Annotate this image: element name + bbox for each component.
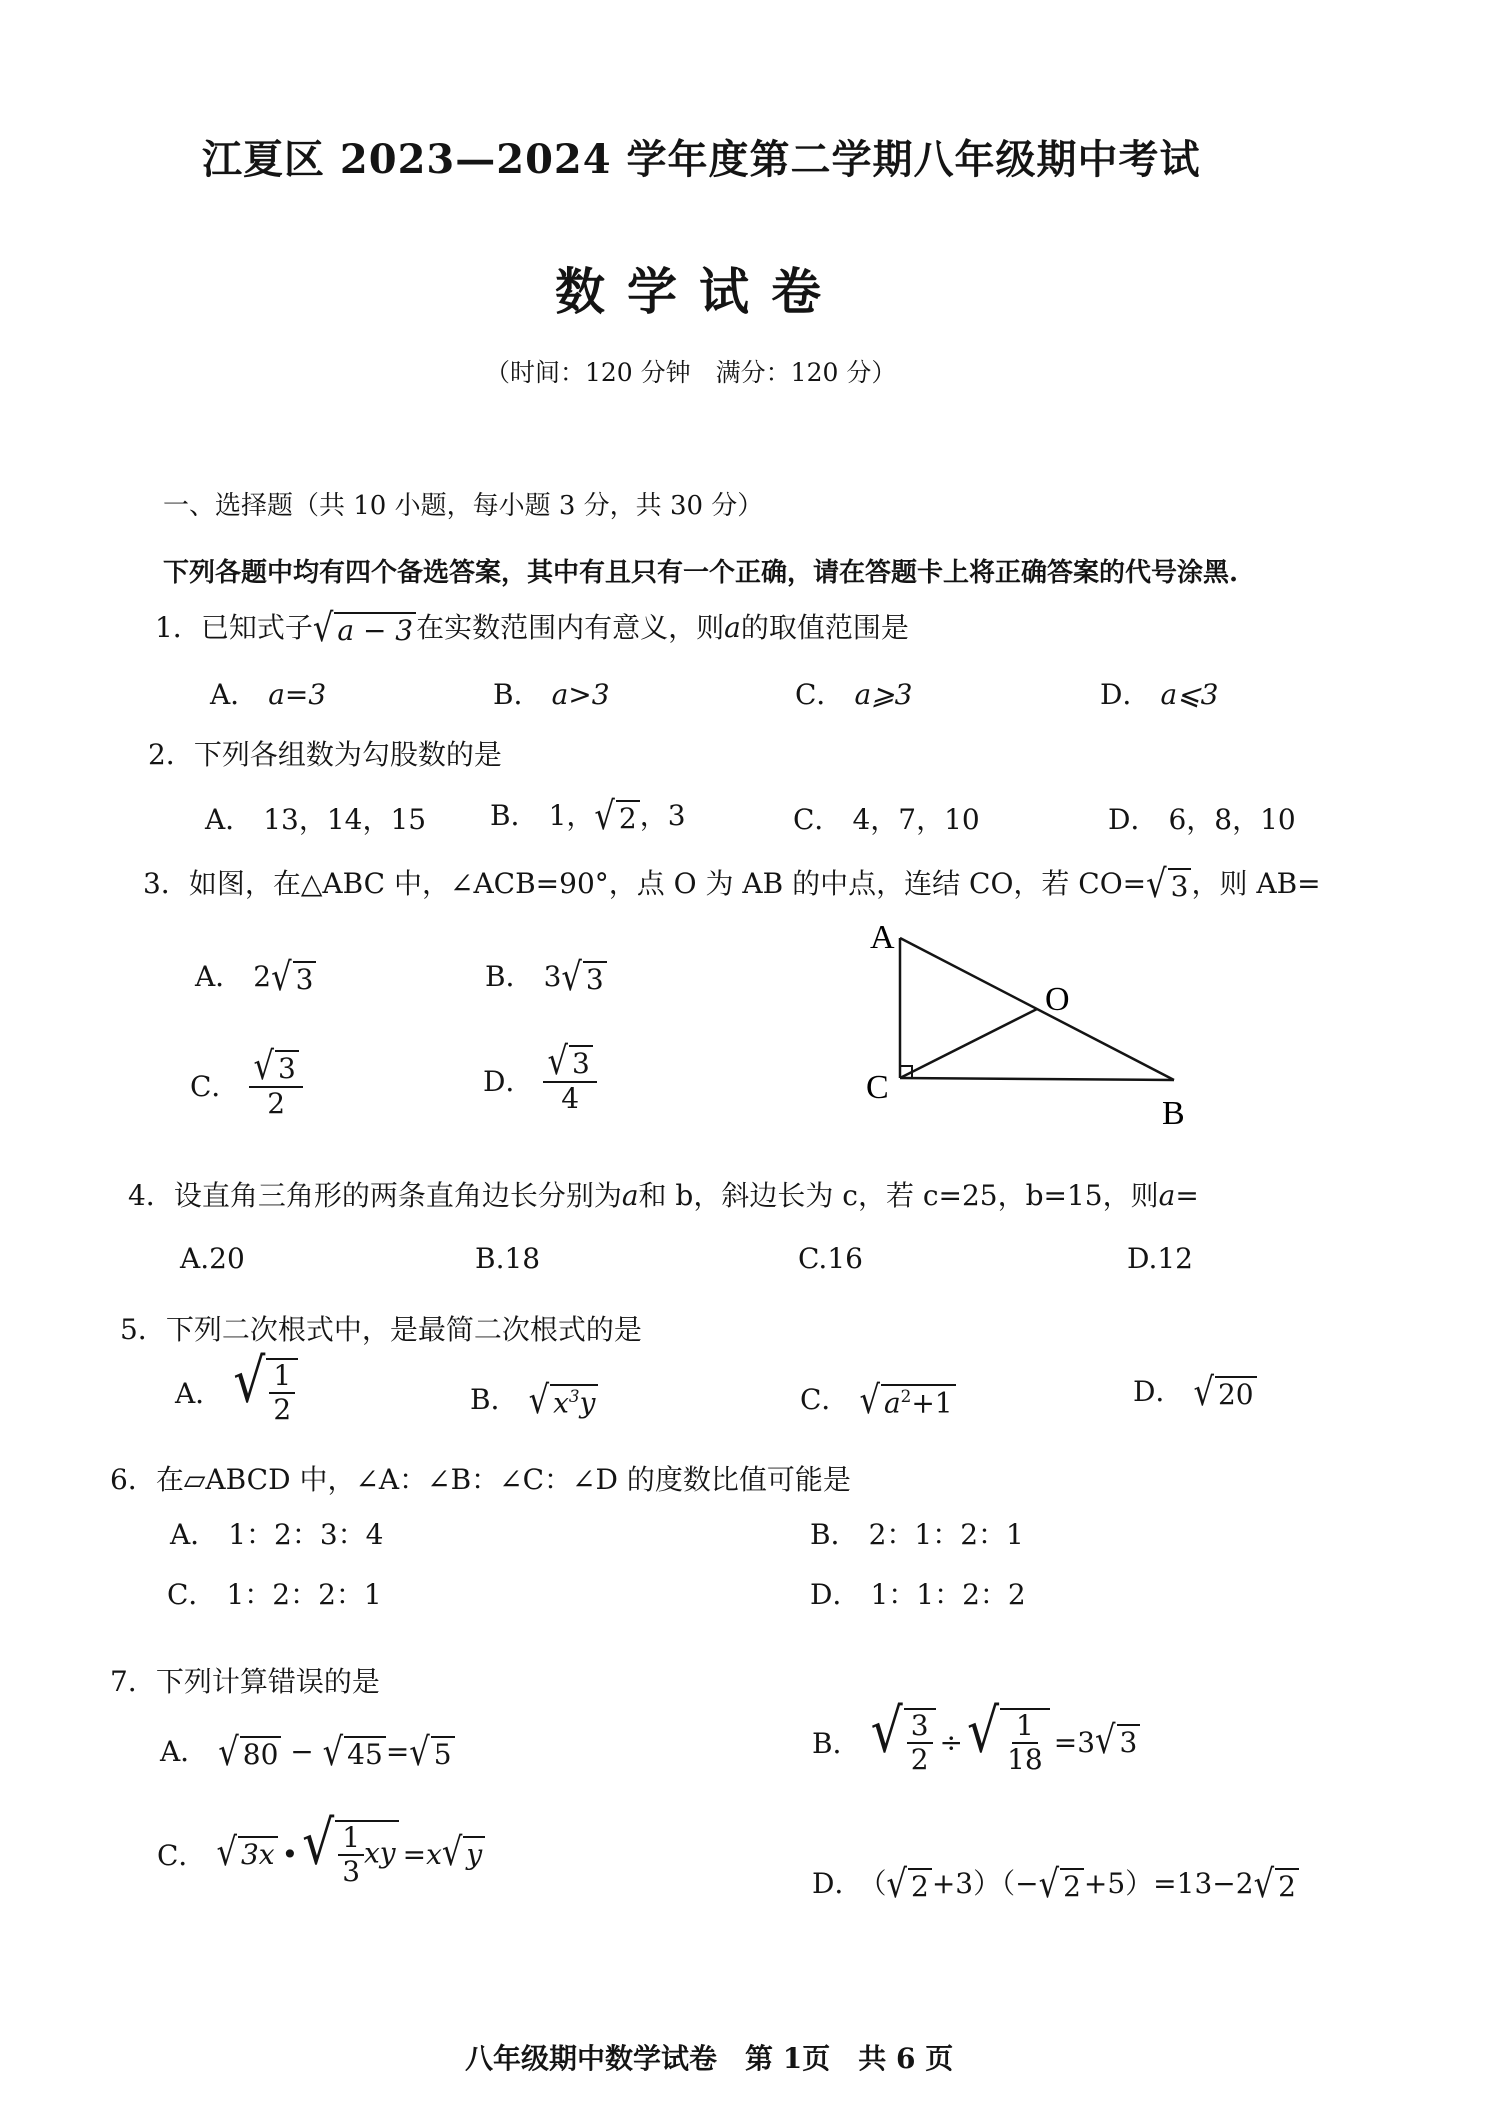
q2-option-a: A． 13，14，15 — [205, 803, 427, 836]
q6-option-a: A． 1：2：3：4 — [170, 1518, 384, 1551]
q1-option-b: B． a>3 — [493, 678, 610, 711]
q2-option-b: B． 1， √ 2 ，3 — [490, 792, 686, 839]
q6-option-b: B． 2：1：2：1 — [810, 1518, 1024, 1551]
q2-option-c: C． 4，7，10 — [793, 803, 980, 836]
q5-option-c: C． √ $a^2+1$ — [800, 1378, 956, 1419]
q3-option-b: B． 3 √ 3 — [485, 955, 607, 996]
q6-option-c: C． 1：2：2：1 — [167, 1578, 382, 1611]
q2-option-d: D． 6，8，10 — [1108, 803, 1296, 836]
label-b: B — [1162, 1095, 1185, 1132]
q7-option-b: B． √ $\frac{3}{2}$ ÷ √ $\frac{1}{18}$ =3 √ 3 — [812, 1708, 1140, 1776]
label-c: C — [866, 1069, 889, 1106]
sqrt-expression: √ a − 3 — [313, 612, 416, 648]
sqrt-expression: √ 2 — [594, 800, 639, 836]
question-3: 3．如图，在△ABC 中，∠ACB=90°，点 O 为 AB 的中点，连结 CO，若 CO= √ 3 ，则 AB= — [143, 860, 1321, 907]
triangle-figure — [860, 918, 1220, 1138]
question-6: 6．在▱ABCD 中，∠A：∠B：∠C：∠D 的度数比值可能是 — [110, 1463, 851, 1496]
label-o: O — [1045, 981, 1070, 1018]
section-heading: 一、选择题（共 10 小题，每小题 3 分，共 30 分） — [163, 491, 764, 521]
section-instruction: 下列各题中均有四个备选答案，其中有且只有一个正确，请在答题卡上将正确答案的代号涂黑. — [163, 558, 1239, 588]
side-cb — [900, 1078, 1174, 1080]
q4-option-c: C.16 — [798, 1242, 863, 1275]
q1-option-d: D． a⩽3 — [1100, 678, 1219, 711]
exam-meta: （时间：120 分钟 满分：120 分） — [485, 358, 897, 387]
question-4: 4．设直角三角形的两条直角边长分别为a和 b，斜边长为 c，若 c=25，b=15，则a= — [128, 1179, 1199, 1212]
q3-option-c: C． √ 3 2 — [190, 1050, 303, 1120]
q5-option-a: A． √ $\frac{1}{2}$ — [175, 1358, 298, 1426]
q1-suffix2: 的取值范围是 — [740, 611, 909, 644]
question-7: 7．下列计算错误的是 — [110, 1665, 380, 1698]
q4-option-d: D.12 — [1127, 1242, 1193, 1275]
q1-option-c: C． a⩾3 — [795, 678, 913, 711]
q5-option-d: D． √ 20 — [1133, 1370, 1257, 1411]
question-5: 5．下列二次根式中，是最简二次根式的是 — [120, 1313, 642, 1346]
q4-option-a: A.20 — [180, 1242, 245, 1275]
q4-option-b: B.18 — [475, 1242, 541, 1275]
q7-option-a: A． √ 80 − √ 45 = √ 5 — [160, 1730, 455, 1771]
question-2: 2．下列各组数为勾股数的是 — [148, 738, 502, 771]
page-footer: 八年级期中数学试卷 第 1页 共 6 页 — [465, 2042, 954, 2075]
q7-option-c: C． √ 3x • √ $\frac{1}{3}$ xy =x √ y — [157, 1820, 485, 1888]
exam-title: 江夏区 2023—2024 学年度第二学期八年级期中考试 — [202, 136, 1201, 183]
q1-suffix: 在实数范围内有意义，则 — [416, 611, 725, 644]
q1-prefix: 1．已知式子 — [155, 611, 313, 644]
exam-subject: 数学试卷 — [555, 262, 843, 321]
q3-option-d: D． √ 3 4 — [483, 1045, 597, 1115]
q1-var: a — [724, 611, 741, 644]
segment-co — [900, 1009, 1037, 1078]
q5-option-b: B． √ $x^3y$ — [470, 1378, 598, 1419]
q6-option-d: D． 1：1：2：2 — [810, 1578, 1026, 1611]
label-a: A — [870, 919, 895, 956]
q7-option-d: D． （ √ 2 +3）（− √ 2 +5）=13−2 √ 2 — [812, 1862, 1299, 1903]
q3-option-a: A． 2 √ 3 — [195, 955, 316, 996]
sqrt-expression: √ 3 — [1146, 868, 1191, 904]
question-1 — [155, 604, 909, 651]
q1-option-a: A． a=3 — [210, 678, 327, 711]
